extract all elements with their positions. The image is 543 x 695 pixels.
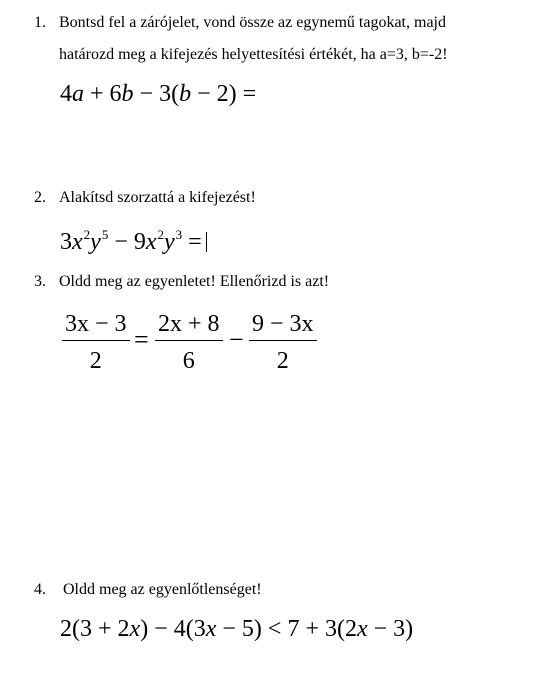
- task-1-expression: 4a + 6b − 3(b − 2) =: [60, 81, 257, 107]
- task-3-fraction-1: [62, 312, 130, 373]
- task-1-instruction-line-1: Bontsd fel a zárójelet, vond össze az egynemű tagokat, majd: [59, 14, 446, 31]
- fraction-2-numerator: 2x + 8: [158, 311, 220, 337]
- task-2-expression: $3x^2y^5 - 9x^2y^3$ =: [60, 230, 207, 254]
- task-3-fraction-3: [249, 312, 317, 373]
- fraction-3-numerator: 9 − 3x: [252, 311, 314, 337]
- fraction-2-denominator: 6: [182, 348, 195, 374]
- task-3-instruction: Oldd meg az egyenletet! Ellenőrizd is azt!: [59, 273, 330, 290]
- task-1-instruction-line-2: határozd meg a kifejezés helyettesítési értékét, ha a=3, b=-2!: [59, 46, 448, 63]
- task-4-number: 4.: [34, 581, 46, 598]
- task-2-instruction: Alakítsd szorzattá a kifejezést!: [59, 189, 256, 206]
- task-4-inequality: 2(3 + 2x) − 4(3x − 5) < 7 + 3(2x − 3): [60, 616, 414, 642]
- task-3-equals-sign: =: [134, 325, 149, 354]
- task-3-number: 3.: [34, 273, 46, 290]
- task-1-number: 1.: [34, 14, 46, 31]
- task-3-minus-sign: −: [229, 325, 244, 354]
- task-3-fraction-2: [155, 312, 223, 373]
- task-4-instruction: Oldd meg az egyenlőtlenséget!: [63, 581, 262, 598]
- task-2-number: 2.: [34, 189, 46, 206]
- fraction-3-bar: [249, 340, 317, 341]
- text-cursor: [206, 232, 207, 252]
- fraction-1-numerator: 3x − 3: [65, 311, 127, 337]
- fraction-1-denominator: 2: [89, 348, 102, 374]
- fraction-2-bar: [155, 340, 223, 341]
- fraction-1-bar: [62, 340, 130, 341]
- fraction-3-denominator: 2: [276, 348, 289, 374]
